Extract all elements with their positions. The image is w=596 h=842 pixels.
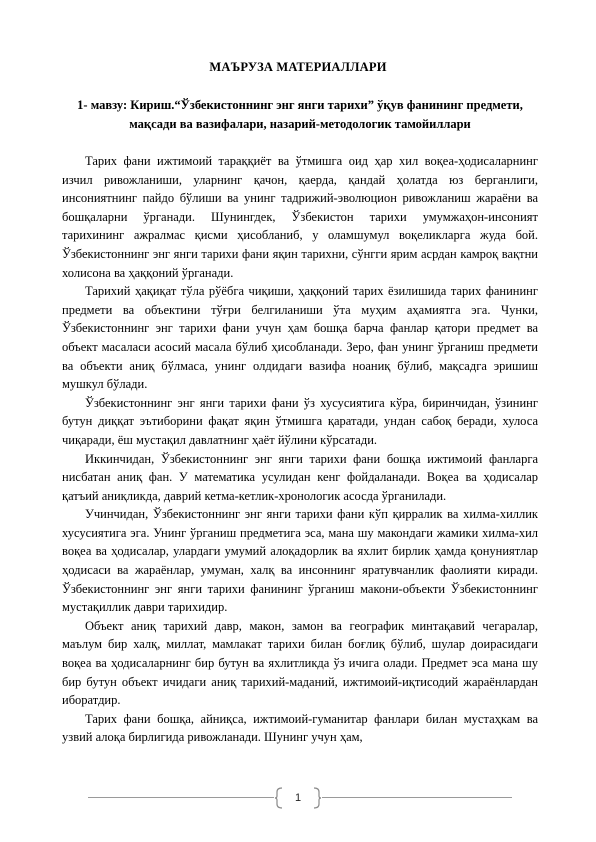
right-brace-icon [312, 787, 322, 809]
page-number-badge [274, 787, 322, 809]
paragraph-1: Тарих фани ижтимоий тараққиёт ва ўтмишга оид ҳар хил воқеа-ҳодисаларнинг изчил ривожланиши, уларнинг қачон, қаерда, қандай ҳолатда юз берганлиги, инсониятнинг пайдо бўлиши ва унинг тадрижий-эволюцион ривожланиш жараёни ва бошқаларни ўрганади. Шунингдек, Ўзбекистон тарихи умумжаҳон-инсоният тарихининг ажралмас қисми ҳисобланиб, у оламшумул воқеликларга жуда бой. Ўзбекистоннинг энг янги тарихи фани яқин тарихни, сўнгги ярим асрдан камроқ вақтни холисона ва ҳаққоний ўрганади. [62, 154, 538, 280]
document-body [62, 152, 538, 747]
paragraph-2: Тарихий ҳақиқат тўла рўёбга чиқиши, ҳаққоний тарих ёзилишида тарих фанининг предмети ва объектини тўғри белгиланиши ўта муҳим аҳамиятга эга. Чунки, Ўзбекистоннинг энг тарихи фани учун ҳам бошқа барча фанлар қатори предмет ва объект масаласи асосий масала бўлиб ҳисобланади. Зеро, фан унинг ўрганиш предмети ва объекти аниқ бўлмаса, унинг олдидаги вазифа ноаниқ бўлиб, мақсадга эришиш мушкул бўлади. [62, 284, 538, 392]
paragraph-6: Объект аниқ тарихий давр, макон, замон ва географик минтақавий чегаралар, маълум бир халқ, миллат, мамлакат тарихи билан боғлиқ бўлиб, шулар доирасидаги воқеа ва ҳодисаларнинг бир бутун ва яхлитликда ўз ичига олади. Предмет эса мана шу бир бутун объект ичидаги аниқ тарихий-маданий, ижтимоий-иқтисодий жараёнлардан иборатдир. [62, 618, 538, 708]
footer-rule-left [88, 797, 274, 798]
paragraph-3: Ўзбекистоннинг энг янги тарихи фани ўз хусусиятига кўра, биринчидан, ўзининг бутун диққат эътиборини фақат яқин ўтмишга қаратади, ундан сабоқ беради, хулоса чиқаради, ёш мустақил давлатнинг ҳаёт йўлини кўрсатади. [62, 395, 538, 447]
paragraph-5: Учинчидан, Ўзбекистоннинг энг янги тарихи фани кўп қирралик ва хилма-хиллик хусусиятига эга. Унинг ўрганиш предметига эса, мана шу макондаги жамики хилма-хил воқеа ва ҳодисалар, улардаги умумий алоқадорлик ва яхлит бирлик ҳамда қонуниятлар ҳодисаси ва жараёнлар, умуман, халқ ва инсоннинг яратувчанлик фаолияти киради. Ўзбекистоннинг энг янги тарихи фанининг ўрганиш макони-объекти Ўзбекистоннинг мустақиллик даври тарихидир. [62, 507, 538, 615]
left-brace-icon [274, 787, 284, 809]
paragraph-4: Иккинчидан, Ўзбекистоннинг энг янги тарихи фани бошқа ижтимоий фанларга нисбатан аниқ фан. У математика усулидан кенг фойдаланади. Воқеа ва ҳодисалар қатъий аниқликда, даврий кетма-кетлик-хронологик асосда ўрганилади. [62, 451, 538, 503]
footer-rule-right [322, 797, 512, 798]
paragraph-7: Тарих фани бошқа, айниқса, ижтимоий-гуманитар фанлари билан мустаҳкам ва узвий алоқа бирлигида ривожланади. Шунинг учун ҳам, [62, 711, 538, 745]
topic-title: 1- мавзу: Кириш.“Ўзбекистоннинг энг янги тарихи” ўқув фанининг предмети, мақсади ва вазифалари, назарий-методологик тамойиллари [77, 98, 523, 131]
document-heading: МАЪРУЗА МАТЕРИАЛЛАРИ [209, 60, 387, 74]
page-number: 1 [294, 792, 302, 804]
